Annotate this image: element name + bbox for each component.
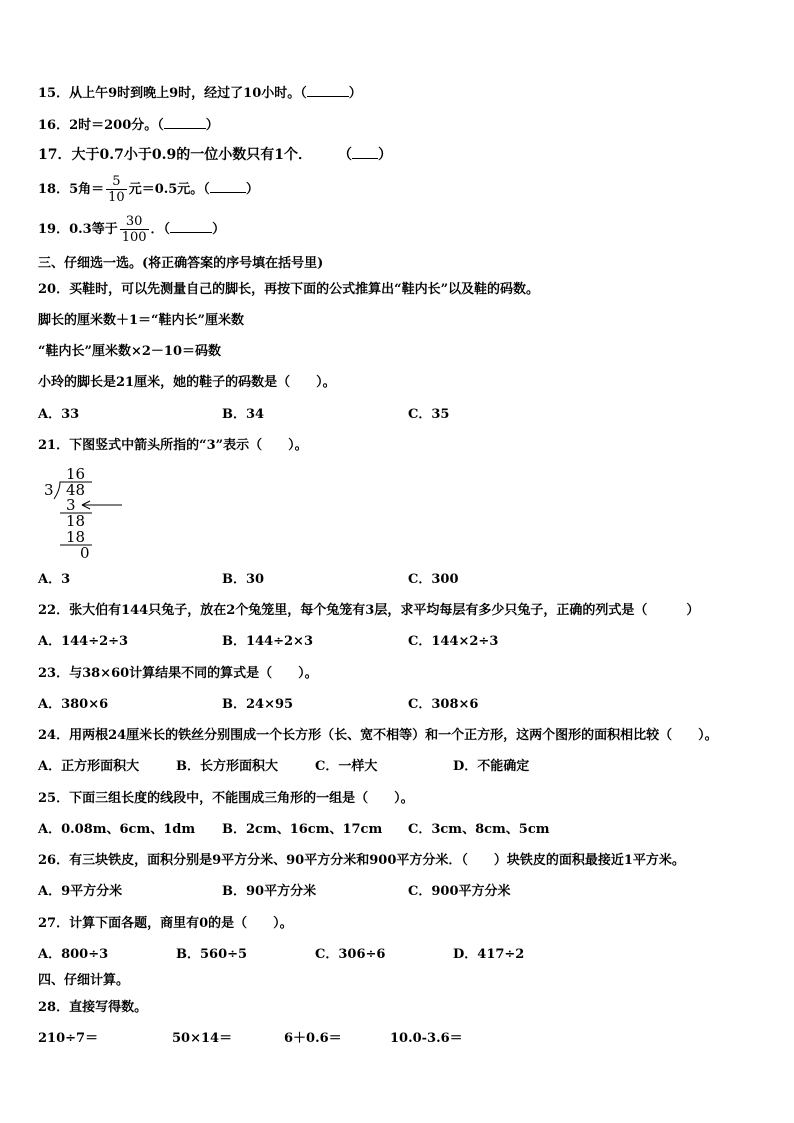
quotient: 16 — [66, 465, 86, 483]
option-b[interactable]: B．长方形面积大 — [176, 759, 278, 774]
option-b[interactable]: B．560÷5 — [176, 947, 248, 962]
question-26 — [38, 853, 685, 869]
remainder: 0 — [80, 544, 90, 560]
answer-blank[interactable] — [307, 84, 349, 97]
question-text: 用两根24厘米长的铁丝分别围成一个长方形（长、宽不相等）和一个正方形，这两个图形的面积相比较（ ）。 — [69, 728, 718, 743]
question-text: 有三块铁皮，面积分别是9平方分米、90平方分米和900平方分米．（ ）块铁皮的面积最接近1平方米。 — [69, 853, 685, 868]
question-text: 买鞋时，可以先测量自己的脚长，再按下面的公式推算出“鞋内长”以及鞋的码数。 — [69, 282, 540, 297]
calc-item[interactable]: 6＋0.6＝ — [284, 1031, 342, 1046]
question-text: 从上午9时到晚上9时，经过了10小时。（ — [69, 86, 307, 101]
question-22 — [38, 603, 699, 619]
answer-blank[interactable] — [164, 116, 206, 129]
question-number: 25． — [38, 791, 70, 806]
fraction: $\frac{5}{10}$ — [108, 174, 125, 205]
question-19: 19．0.3等于 $\frac{30}{100}$ ．（ ） — [38, 214, 226, 245]
dividend: 48 — [66, 481, 86, 499]
question-number: 26． — [38, 853, 70, 868]
arrow-target-digit: 3 — [66, 496, 76, 514]
question-prompt: 小玲的脚长是21厘米，她的鞋子的码数是（ ）。 — [38, 375, 336, 390]
question-27 — [38, 916, 293, 932]
question-23 — [38, 666, 318, 682]
option-c[interactable]: C．144×2÷3 — [408, 634, 499, 649]
question-number: 17． — [38, 147, 72, 163]
question-number: 21． — [38, 438, 70, 453]
question-17: 17．大于0.7小于0.9的一位小数只有1个． （ ） — [38, 147, 392, 163]
calc-item[interactable]: 50×14＝ — [172, 1031, 233, 1046]
formula-line-2: “鞋内长”厘米数×2－10＝码数 — [38, 344, 221, 359]
option-a[interactable]: A．380×6 — [38, 697, 109, 712]
calc-item[interactable]: 210÷7＝ — [38, 1031, 99, 1046]
question-number: 15． — [38, 86, 70, 101]
division-step: 18 — [66, 512, 86, 530]
division-step: 18 — [66, 528, 86, 546]
option-a[interactable]: A．9平方分米 — [38, 884, 123, 899]
question-number: 23． — [38, 666, 70, 681]
option-a[interactable]: A．0.08m、6cm、1dm — [38, 822, 196, 837]
divisor: 3 — [44, 481, 54, 499]
question-text: 与38×60计算结果不同的算式是（ ）。 — [69, 666, 318, 681]
option-c[interactable]: C．一样大 — [315, 759, 378, 774]
answer-blank[interactable] — [352, 146, 378, 159]
option-c[interactable]: C．35 — [408, 407, 450, 422]
option-d[interactable]: D．417÷2 — [453, 947, 525, 962]
question-text: 下面三组长度的线段中，不能围成三角形的一组是（ ）。 — [69, 791, 414, 806]
option-c[interactable]: C．306÷6 — [315, 947, 386, 962]
fraction: $\frac{30}{100}$ — [121, 214, 147, 245]
question-text: 直接写得数。 — [69, 1000, 148, 1015]
option-b[interactable]: B．24×95 — [222, 697, 294, 712]
question-18: 18．5角＝ $\frac{5}{10}$ 元＝0.5元。（ ） — [38, 174, 259, 205]
question-number: 20． — [38, 282, 70, 297]
option-b[interactable]: B．90平方分米 — [222, 884, 317, 899]
option-b[interactable]: B．2cm、16cm、17cm — [222, 822, 383, 837]
option-c[interactable]: C．300 — [408, 572, 459, 587]
option-b[interactable]: B．144÷2×3 — [222, 634, 314, 649]
option-a[interactable]: A．33 — [38, 407, 80, 422]
section-heading-3: 三、仔细选一选。(将正确答案的序号填在括号里) — [38, 256, 324, 271]
option-a[interactable]: A．3 — [38, 572, 71, 587]
option-a[interactable]: A．正方形面积大 — [38, 759, 140, 774]
question-20 — [38, 282, 539, 298]
question-15: 15．从上午9时到晚上9时，经过了10小时。（ ） — [38, 86, 362, 101]
question-number: 18． — [38, 182, 70, 197]
answer-blank[interactable] — [170, 220, 212, 233]
option-b[interactable]: B．34 — [222, 407, 265, 422]
question-number: 22． — [38, 603, 70, 618]
question-24 — [38, 728, 718, 744]
question-number: 27． — [38, 916, 70, 931]
long-division-figure — [40, 464, 150, 560]
option-c[interactable]: C．900平方分米 — [408, 884, 511, 899]
question-number: 16． — [38, 118, 70, 133]
question-number: 19． — [38, 222, 70, 237]
option-b[interactable]: B．30 — [222, 572, 265, 587]
formula-line-1: 脚长的厘米数＋1＝“鞋内长”厘米数 — [38, 313, 245, 328]
question-25 — [38, 791, 414, 807]
calc-item[interactable]: 10.0-3.6＝ — [390, 1031, 463, 1046]
option-d[interactable]: D．不能确定 — [453, 759, 530, 774]
question-text: 大于0.7小于0.9的一位小数只有1个． — [71, 147, 312, 163]
question-text: 张大伯有144只兔子，放在2个兔笼里，每个兔笼有3层，求平均每层有多少只兔子，正确的列式是（ ） — [69, 603, 700, 618]
question-28 — [38, 1000, 147, 1016]
question-text: 2时＝200分。（ — [69, 118, 164, 133]
option-c[interactable]: C．308×6 — [408, 697, 479, 712]
question-text: 下图竖式中箭头所指的“3”表示（ ）。 — [69, 438, 308, 453]
question-16: 16．2时＝200分。（ ） — [38, 118, 219, 133]
question-21 — [38, 438, 308, 454]
question-number: 24． — [38, 728, 70, 743]
question-number: 28． — [38, 1000, 70, 1015]
option-c[interactable]: C．3cm、8cm、5cm — [408, 822, 550, 837]
answer-blank[interactable] — [210, 180, 246, 193]
section-heading-4: 四、仔细计算。 — [38, 973, 130, 988]
question-text: 计算下面各题，商里有0的是（ ）。 — [69, 916, 293, 931]
option-a[interactable]: A．144÷2÷3 — [38, 634, 129, 649]
option-a[interactable]: A．800÷3 — [38, 947, 109, 962]
